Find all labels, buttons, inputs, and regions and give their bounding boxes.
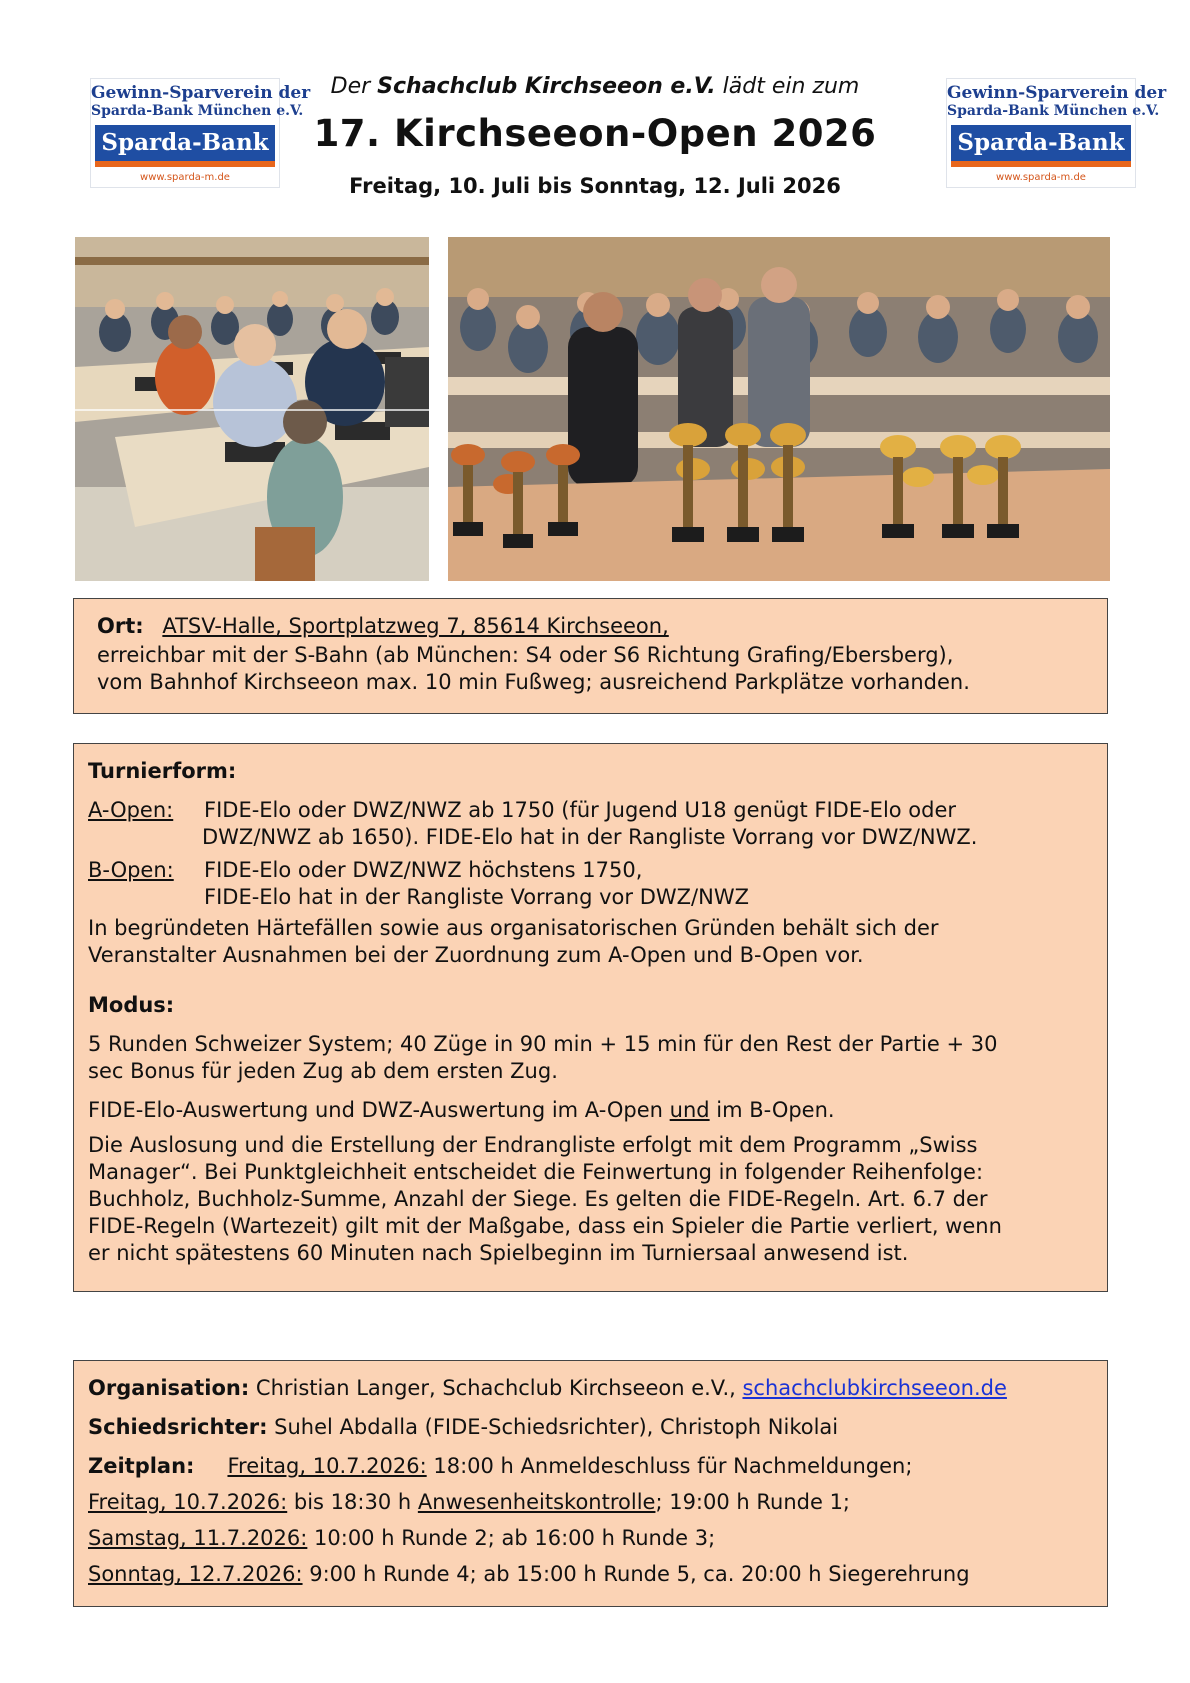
schedule-line1	[88, 1453, 912, 1480]
referee-line	[88, 1414, 838, 1441]
club-name: Schachclub Kirchseeon e.V.	[377, 74, 716, 99]
schedule-saturday-text: 10:00 h Runde 2; ab 16:00 h Runde 3;	[307, 1526, 716, 1550]
logo-line2: Sparda-Bank München e.V.	[947, 103, 1160, 119]
rules-line2: Manager“. Bei Punktgleichheit entscheidet die Feinwertung in folgender Reihenfolge:	[88, 1160, 984, 1184]
location-box	[73, 598, 1108, 714]
a-open-label: A-Open:	[88, 798, 174, 822]
eval-und: und	[669, 1098, 710, 1122]
tournament-box	[73, 743, 1108, 1292]
organisation-text: Christian Langer, Schachclub Kirchseeon e.V.,	[249, 1376, 743, 1400]
b-open-label: B-Open:	[88, 858, 174, 882]
b-open-line2: FIDE-Elo hat in der Rangliste Vorrang vor DWZ/NWZ	[204, 885, 749, 909]
referee-label: Schiedsrichter:	[88, 1415, 268, 1439]
note-line2: Veranstalter Ausnahmen bei der Zuordnung zum A-Open und B-Open vor.	[88, 943, 864, 967]
logo-stripe	[95, 161, 275, 167]
eval-post: im B-Open.	[709, 1098, 835, 1122]
sparda-logo-left	[90, 78, 311, 188]
page-title: 17. Kirchseeon-Open 2026	[313, 112, 877, 155]
location-line2: erreichbar mit der S-Bahn (ab München: S4 oder S6 Richtung Grafing/Ebersberg),	[97, 643, 954, 667]
schedule-friday-text: bis 18:30 h	[287, 1490, 418, 1514]
club-website-link[interactable]: schachclubkirchseeon.de	[742, 1376, 1007, 1400]
a-open-line2: DWZ/NWZ ab 1650). FIDE-Elo hat in der Rangliste Vorrang vor DWZ/NWZ.	[202, 825, 978, 849]
logo-url: www.sparda-m.de	[996, 172, 1086, 183]
photo-trophies	[448, 237, 1110, 581]
modus-heading: Modus:	[88, 993, 175, 1017]
logo-brand: Sparda-Bank	[95, 125, 275, 161]
sparda-logo-right	[946, 78, 1167, 188]
event-dates: Freitag, 10. Juli bis Sonntag, 12. Juli 2026	[349, 174, 841, 198]
organisation-box	[73, 1360, 1108, 1607]
logo-stripe	[951, 161, 1131, 167]
rules-line1: Die Auslosung und die Erstellung der Endrangliste erfolgt mit dem Programm „Swiss	[88, 1133, 978, 1157]
invite-post: lädt ein zum	[715, 74, 860, 99]
schedule-sunday-text: 9:00 h Runde 4; ab 15:00 h Runde 5, ca. 20:00 h Siegerehrung	[302, 1562, 970, 1586]
schedule-line2	[88, 1489, 850, 1516]
modus-line2: sec Bonus für jeden Zug ab dem ersten Zug.	[88, 1059, 558, 1083]
schedule-day-sunday: Sonntag, 12.7.2026:	[88, 1562, 303, 1586]
location-label: Ort:	[97, 614, 144, 638]
schedule-day-friday: Freitag, 10.7.2026:	[88, 1490, 288, 1514]
logo-line2: Sparda-Bank München e.V.	[91, 103, 304, 119]
note-line1: In begründeten Härtefällen sowie aus organisatorischen Gründen behält sich der	[88, 916, 939, 940]
location-address: ATSV-Halle, Sportplatzweg 7, 85614 Kirchseeon,	[162, 614, 669, 638]
logo-line1: Gewinn-Sparverein der	[91, 83, 311, 103]
schedule-line3	[88, 1525, 715, 1552]
schedule-day-saturday: Samstag, 11.7.2026:	[88, 1526, 308, 1550]
a-open-line1: FIDE-Elo oder DWZ/NWZ ab 1750 (für Jugend U18 genügt FIDE-Elo oder	[204, 798, 957, 822]
photo-players	[75, 237, 429, 581]
referee-text: Suhel Abdalla (FIDE-Schiedsrichter), Christoph Nikolai	[267, 1415, 839, 1439]
invitation-line	[300, 74, 890, 99]
turnierform-heading: Turnierform:	[88, 759, 237, 783]
rules-line5: er nicht spätestens 60 Minuten nach Spielbeginn im Turniersaal anwesend ist.	[88, 1241, 909, 1265]
logo-url: www.sparda-m.de	[140, 172, 230, 183]
rules-line4: FIDE-Regeln (Wartezeit) gilt mit der Maßgabe, dass ein Spieler die Partie verliert, wenn	[88, 1214, 1002, 1238]
modus-line1: 5 Runden Schweizer System; 40 Züge in 90 min + 15 min für den Rest der Partie + 30	[88, 1032, 998, 1056]
location-line3: vom Bahnhof Kirchseeon max. 10 min Fußweg; ausreichend Parkplätze vorhanden.	[97, 670, 970, 694]
evaluation-line	[88, 1097, 835, 1124]
schedule-friday-deadline: 18:00 h Anmeldeschluss für Nachmeldungen;	[426, 1454, 913, 1478]
location-line1	[97, 613, 669, 640]
rules-line3: Buchholz, Buchholz-Summe, Anzahl der Siege. Es gelten die FIDE-Regeln. Art. 6.7 der	[88, 1187, 988, 1211]
logo-brand: Sparda-Bank	[951, 125, 1131, 161]
logo-line1: Gewinn-Sparverein der	[947, 83, 1167, 103]
organisation-label: Organisation:	[88, 1376, 250, 1400]
b-open-line1: FIDE-Elo oder DWZ/NWZ höchstens 1750,	[204, 858, 643, 882]
schedule-label: Zeitplan:	[88, 1454, 195, 1478]
attendance-check: Anwesenheitskontrolle	[417, 1490, 656, 1514]
invite-pre: Der	[330, 74, 378, 99]
eval-pre: FIDE-Elo-Auswertung und DWZ-Auswertung im A-Open	[88, 1098, 670, 1122]
schedule-line4	[88, 1561, 970, 1588]
schedule-day-friday: Freitag, 10.7.2026:	[227, 1454, 427, 1478]
organisation-line	[88, 1375, 1007, 1402]
schedule-friday-round: ; 19:00 h Runde 1;	[655, 1490, 851, 1514]
